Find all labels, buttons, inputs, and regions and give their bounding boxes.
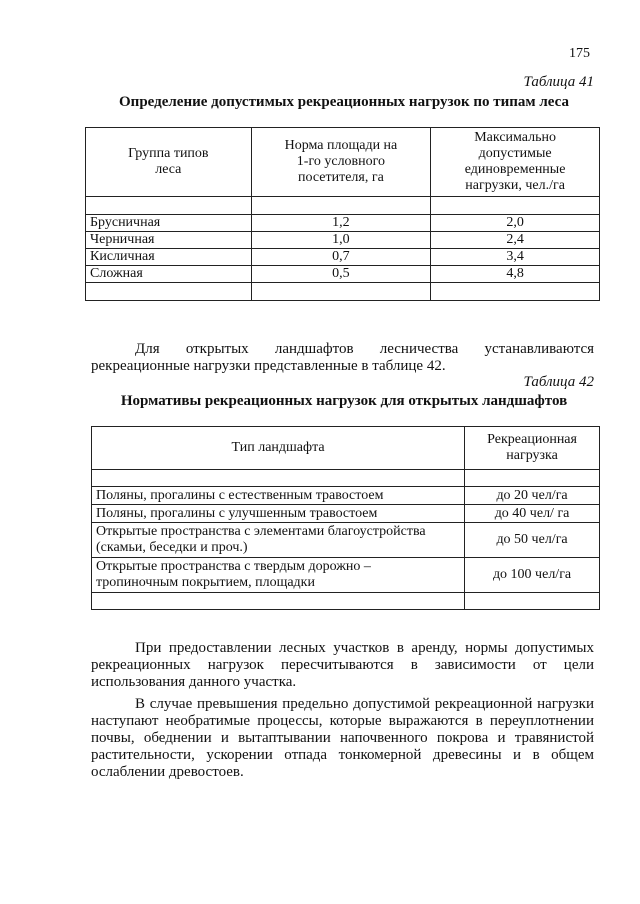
area-norm-value: 0,5 bbox=[251, 266, 431, 283]
paragraph-line: наступают необратимые процессы, которые выражаются в переуплотнении bbox=[91, 713, 594, 729]
header-line: нагрузка bbox=[506, 448, 558, 463]
paragraph-line: При предоставлении лесных участков в аренду, нормы допустимых bbox=[135, 640, 594, 656]
area-norm-value: 1,0 bbox=[251, 232, 431, 249]
paragraph-line: В случае превышения предельно допустимой рекреационной нагрузки bbox=[135, 696, 594, 712]
header-forest-group bbox=[86, 128, 252, 197]
table-row bbox=[86, 215, 600, 232]
table-41-header-row bbox=[86, 128, 600, 197]
table-42-label: Таблица 42 bbox=[523, 374, 594, 390]
paragraph-intro-table-42 bbox=[91, 341, 594, 375]
header-line: Норма площади на bbox=[284, 138, 398, 153]
load-value: до 20 чел/га bbox=[465, 487, 600, 505]
header-recreational-load bbox=[465, 427, 600, 470]
paragraph-line: использования данного участка. bbox=[91, 674, 297, 690]
load-value: до 40 чел/ га bbox=[465, 505, 600, 523]
paragraph-line: растительности, ускорении отпада тонкомерной древесины и в общем bbox=[91, 747, 594, 763]
header-line: леса bbox=[155, 162, 182, 177]
forest-group-name: Сложная bbox=[86, 266, 252, 283]
paragraph-lease bbox=[91, 640, 594, 691]
paragraph-line: рекреационные нагрузки представленные в таблице 42. bbox=[91, 358, 446, 374]
table-41 bbox=[85, 127, 600, 301]
header-landscape-type: Тип ландшафта bbox=[92, 427, 465, 470]
paragraph-line: почвы, обеднении и вытаптывании напочвенного покрова и травянистой bbox=[91, 730, 594, 746]
table-row bbox=[86, 266, 600, 283]
page-number: 175 bbox=[569, 46, 590, 61]
table-42 bbox=[91, 426, 600, 610]
max-load-value: 4,8 bbox=[431, 266, 600, 283]
header-line: единовременные bbox=[464, 162, 566, 177]
table-row bbox=[92, 505, 600, 523]
paragraph-line: ослаблении древостоев. bbox=[91, 764, 244, 780]
table-row bbox=[92, 558, 600, 593]
table-42-title: Нормативы рекреационных нагрузок для открытых ландшафтов bbox=[120, 393, 568, 409]
header-line: нагрузки, чел./га bbox=[465, 178, 565, 193]
cell-line: тропиночным покрытием, площадки bbox=[96, 575, 315, 590]
load-value: до 100 чел/га bbox=[465, 558, 600, 593]
cell-line: (скамьи, беседки и проч.) bbox=[96, 540, 248, 555]
header-line: допустимые bbox=[478, 146, 552, 161]
area-norm-value: 1,2 bbox=[251, 215, 431, 232]
table-row-empty bbox=[92, 470, 600, 487]
cell-line: Открытые пространства с твердым дорожно – bbox=[96, 559, 371, 574]
landscape-type bbox=[92, 523, 465, 558]
max-load-value: 3,4 bbox=[431, 249, 600, 266]
paragraph-overload bbox=[91, 696, 594, 781]
table-row bbox=[92, 523, 600, 558]
landscape-type bbox=[92, 558, 465, 593]
table-row-empty bbox=[86, 197, 600, 215]
paragraph-line: рекреационных нагрузок пересчитываются в зависимости от цели bbox=[91, 657, 594, 673]
max-load-value: 2,0 bbox=[431, 215, 600, 232]
header-line: посетителя, га bbox=[298, 170, 384, 185]
forest-group-name: Брусничная bbox=[86, 215, 252, 232]
table-row bbox=[92, 487, 600, 505]
table-42-header-row bbox=[92, 427, 600, 470]
header-line: Максимально bbox=[474, 130, 556, 145]
table-row-empty bbox=[86, 283, 600, 301]
forest-group-name: Кисличная bbox=[86, 249, 252, 266]
landscape-type: Поляны, прогалины с естественным травостоем bbox=[92, 487, 465, 505]
forest-group-name: Черничная bbox=[86, 232, 252, 249]
table-41-label: Таблица 41 bbox=[523, 74, 594, 90]
max-load-value: 2,4 bbox=[431, 232, 600, 249]
load-value: до 50 чел/га bbox=[465, 523, 600, 558]
table-row bbox=[86, 249, 600, 266]
header-line: Рекреационная bbox=[487, 432, 577, 447]
landscape-type: Поляны, прогалины с улучшенным травостоем bbox=[92, 505, 465, 523]
table-row-empty bbox=[92, 593, 600, 610]
area-norm-value: 0,7 bbox=[251, 249, 431, 266]
header-line: 1-го условного bbox=[296, 154, 386, 169]
table-row bbox=[86, 232, 600, 249]
cell-line: Открытые пространства с элементами благоустройства bbox=[96, 524, 426, 539]
header-max-load bbox=[431, 128, 600, 197]
table-41-title: Определение допустимых рекреационных нагрузок по типам леса bbox=[119, 94, 569, 110]
paragraph-line: Для открытых ландшафтов лесничества устанавливаются bbox=[135, 341, 594, 357]
header-line: Группа типов bbox=[128, 146, 209, 161]
header-area-norm bbox=[251, 128, 431, 197]
